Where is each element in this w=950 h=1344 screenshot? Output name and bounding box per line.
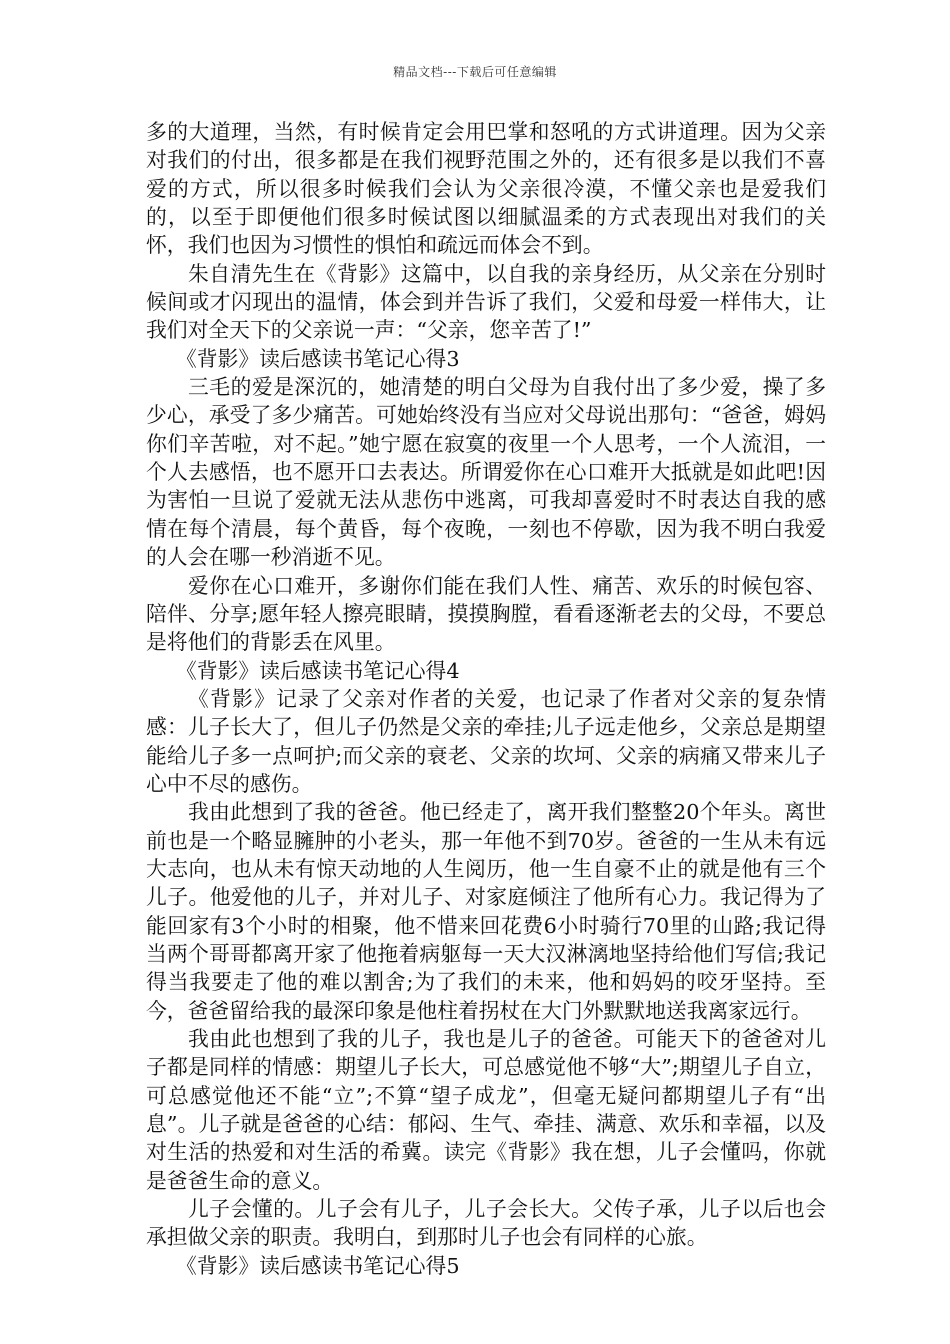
paragraph: 三毛的爱是深沉的，她清楚的明白父母为自我付出了多少爱，操了多少心，承受了多少痛苦。可她始终没有当应对父母说出那句：“爸爸，姆妈你们辛苦啦，对不起。”她宁愿在寂寞的夜里一个人思考，一个人流泪，一个人去感悟，也不愿开口去表达。所谓爱你在心口难开大抵就是如此吧!因为害怕一旦说了爱就无法从悲伤中逃离，可我却喜爱时不时表达自我的感情在每个清晨，每个黄昏，每个夜晚，一刻也不停歇，因为我不明白我爱的人会在哪一秒消逝不见。 <box>146 375 826 570</box>
section-heading-4: 《背影》读后感读书笔记心得4 <box>176 658 460 683</box>
paragraph: 《背影》记录了父亲对作者的关爱，也记录了作者对父亲的复杂情感：儿子长大了，但儿子仍然是父亲的牵挂;儿子远走他乡，父亲总是期望能给儿子多一点呵护;而父亲的衰老、父亲的坎坷、父亲的病痛又带来儿子心中不尽的感伤。 <box>146 686 826 796</box>
document-body <box>146 118 826 1280</box>
paragraph-continued: 多的大道理，当然，有时候肯定会用巴掌和怒吼的方式讲道理。因为父亲对我们的付出，很多都是在我们视野范围之外的，还有很多是以我们不喜爱的方式，所以很多时候我们会认为父亲很冷漠，不懂父亲也是爱我们的，以至于即便他们很多时候试图以细腻温柔的方式表现出对我们的关怀，我们也因为习惯性的惧怕和疏远而体会不到。 <box>146 120 826 258</box>
paragraph: 爱你在心口难开，多谢你们能在我们人性、痛苦、欢乐的时候包容、陪伴、分享;愿年轻人擦亮眼睛，摸摸胸膛，看看逐渐老去的父母，不要总是将他们的背影丢在风里。 <box>146 573 826 655</box>
section-heading-3: 《背影》读后感读书笔记心得3 <box>176 346 460 371</box>
paragraph: 我由此也想到了我的儿子，我也是儿子的爸爸。可能天下的爸爸对儿子都是同样的情感：期望儿子长大，可总感觉他不够“大”;期望儿子自立，可总感觉他还不能“立”;不算“望子成龙”，但毫无疑问都期望儿子有“出息”。儿子就是爸爸的心结：郁闷、生气、牵挂、满意、欢乐和幸福，以及对生活的热爱和对生活的希冀。读完《背影》我在想，儿子会懂吗，你就是爸爸生命的意义。 <box>146 1027 826 1193</box>
section-heading-5: 《背影》读后感读书笔记心得5 <box>176 1253 460 1278</box>
page-header: 精品文档---下载后可任意编辑 <box>393 65 557 79</box>
paragraph: 朱自清先生在《背影》这篇中，以自我的亲身经历，从父亲在分别时候间或才闪现出的温情，体会到并告诉了我们，父爱和母爱一样伟大，让我们对全天下的父亲说一声：“父亲，您辛苦了!” <box>146 261 826 343</box>
paragraph: 儿子会懂的。儿子会有儿子，儿子会长大。父传子承，儿子以后也会承担做父亲的职责。我明白，到那时儿子也会有同样的心旅。 <box>146 1197 826 1250</box>
paragraph: 我由此想到了我的爸爸。他已经走了，离开我们整整20个年头。离世前也是一个略显臃肿的小老头，那一年他不到70岁。爸爸的一生从未有远大志向，也从未有惊天动地的人生阅历，他一生自豪不止的就是他有三个儿子。他爱他的儿子，并对儿子、对家庭倾注了他所有心力。我记得为了能回家有3个小时的相聚，他不惜来回花费6小时骑行70里的山路;我记得当两个哥哥都离开家了他拖着病躯每一天大汉淋漓地坚持给他们写信;我记得当我要走了他的难以割舍;为了我们的未来，他和妈妈的咬牙坚持。至今，爸爸留给我的最深印象是他柱着拐杖在大门外默默地送我离家远行。 <box>146 800 826 1023</box>
